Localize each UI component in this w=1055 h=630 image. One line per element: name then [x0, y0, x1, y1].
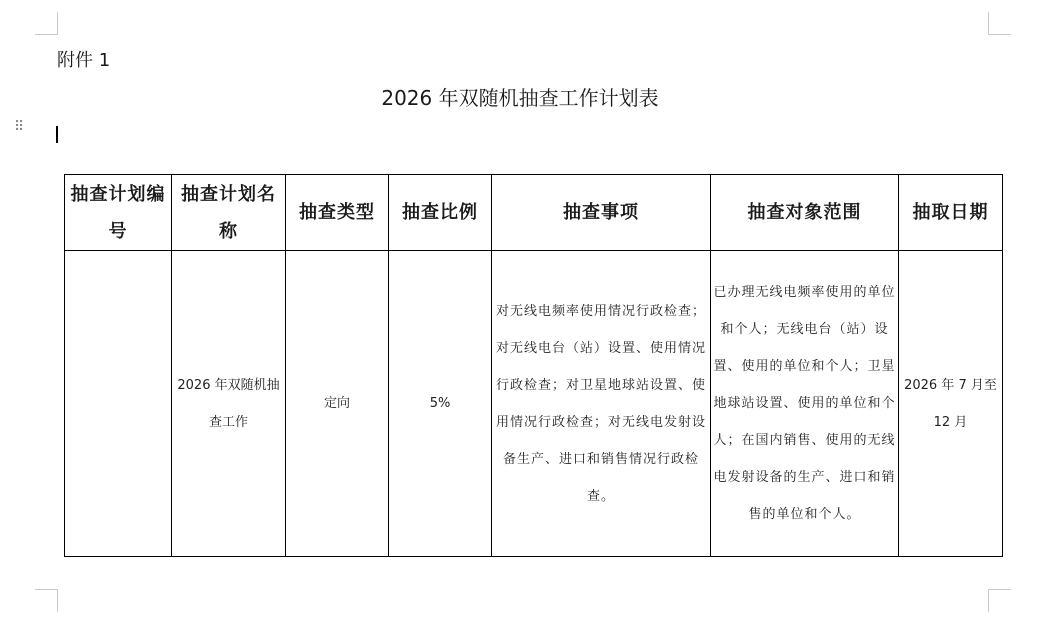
header-plan-name[interactable]: 抽查计划名称	[172, 175, 286, 251]
header-check-type[interactable]: 抽查类型	[286, 175, 389, 251]
cell-check-items[interactable]: 对无线电频率使用情况行政检查；对无线电台（站）设置、使用情况行政检查；对卫星地球站设置、使用情况行政检查；对无线电发射设备生产、进口和销售情况行政检查。	[492, 251, 711, 557]
page-corner-mark-top-right	[988, 12, 1011, 35]
plan-table	[64, 174, 1003, 557]
header-plan-number[interactable]: 抽查计划编号	[65, 175, 172, 251]
cell-check-type[interactable]: 定向	[286, 251, 389, 557]
cell-check-scope[interactable]: 已办理无线电频率使用的单位和个人；无线电台（站）设置、使用的单位和个人；卫星地球站设置、使用的单位和个人；在国内销售、使用的无线电发射设备的生产、进口和销售的单位和个人。	[711, 251, 899, 557]
cell-check-ratio[interactable]: 5%	[389, 251, 492, 557]
document-title: 2026 年双随机抽查工作计划表	[381, 86, 659, 110]
table-drag-handle-icon[interactable]: ⠿	[14, 119, 25, 135]
table-row	[65, 251, 1003, 557]
page-corner-mark-top-left	[35, 12, 58, 35]
header-check-ratio[interactable]: 抽查比例	[389, 175, 492, 251]
cell-draw-date[interactable]: 2026 年 7 月至 12 月	[899, 251, 1003, 557]
cell-plan-name[interactable]: 2026 年双随机抽查工作	[172, 251, 286, 557]
page-corner-mark-bottom-left	[35, 589, 58, 612]
text-cursor	[56, 126, 58, 143]
cell-plan-number[interactable]	[65, 251, 172, 557]
page-corner-mark-bottom-right	[988, 589, 1011, 612]
table-header-row	[65, 175, 1003, 251]
header-draw-date[interactable]: 抽取日期	[899, 175, 1003, 251]
header-check-scope[interactable]: 抽查对象范围	[711, 175, 899, 251]
header-check-items[interactable]: 抽查事项	[492, 175, 711, 251]
attachment-label: 附件 1	[57, 50, 111, 71]
